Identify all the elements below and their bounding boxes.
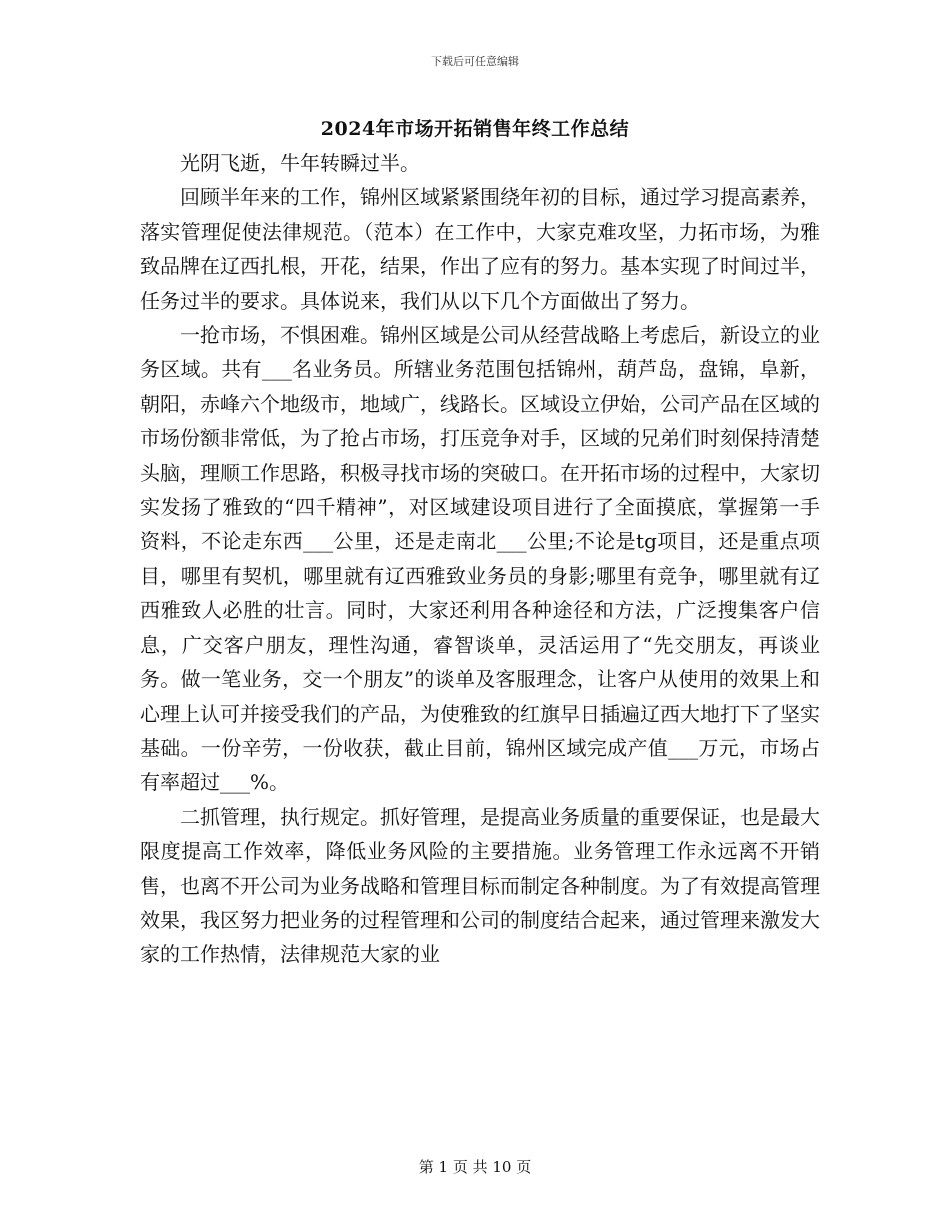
paragraph-review: 回顾半年来的工作，锦州区域紧紧围绕年初的目标，通过学习提高素养，落实管理促使法律规范。（范本）在工作中，大家克难攻坚，力拓市场，为雅致品牌在辽西扎根，开花，结果，作出了应有的努力。基本实现了时间过半，任务过半的要求。具体说来，我们从以下几个方面做出了努力。 <box>140 185 820 313</box>
document-body <box>140 146 820 972</box>
paragraph-intro: 光阴飞逝，牛年转瞬过半。 <box>180 151 420 175</box>
header-note: 下载后可任意编辑 <box>431 55 519 68</box>
paragraph-market: 一抢市场，不惧困难。锦州区域是公司从经营战略上考虑后，新设立的业务区域。共有___名业务员。所辖业务范围包括锦州，葫芦岛，盘锦，阜新，朝阳，赤峰六个地级市，地域广，线路长。区域设立伊始，公司产品在区域的市场份额非常低，为了抢占市场，打压竞争对手，区域的兄弟们时刻保持清楚头脑，理顺工作思路，积极寻找市场的突破口。在开拓市场的过程中，大家切实发扬了雅致的“四千精神”，对区域建设项目进行了全面摸底，掌握第一手资料，不论走东西___公里，还是走南北___公里;不论是tg项目，还是重点项目，哪里有契机，哪里就有辽西雅致业务员的身影;哪里有竞争，哪里就有辽西雅致人必胜的壮言。同时，大家还利用各种途径和方法，广泛搜集客户信息，广交客户朋友，理性沟通，睿智谈单，灵活运用了“先交朋友，再谈业务。做一笔业务，交一个朋友”的谈单及客服理念，让客户从使用的效果上和心理上认可并接受我们的产品，为使雅致的红旗早日插遍辽西大地打下了坚实基础。一份辛劳，一份收获，截止目前，锦州区域完成产值___万元，市场占有率超过___%。 <box>140 323 820 795</box>
paragraph-management: 二抓管理，执行规定。抓好管理，是提高业务质量的重要保证，也是最大限度提高工作效率，降低业务风险的主要措施。业务管理工作永远离不开销售，也离不开公司为业务战略和管理目标而制定各种制度。为了有效提高管理效果，我区努力把业务的过程管理和公司的制度结合起来，通过管理来激发大家的工作热情，法律规范大家的业 <box>140 804 820 967</box>
document-title: 2024年市场开拓销售年终工作总结 <box>320 118 630 140</box>
page-footer: 第 1 页 共 10 页 <box>418 1158 532 1176</box>
